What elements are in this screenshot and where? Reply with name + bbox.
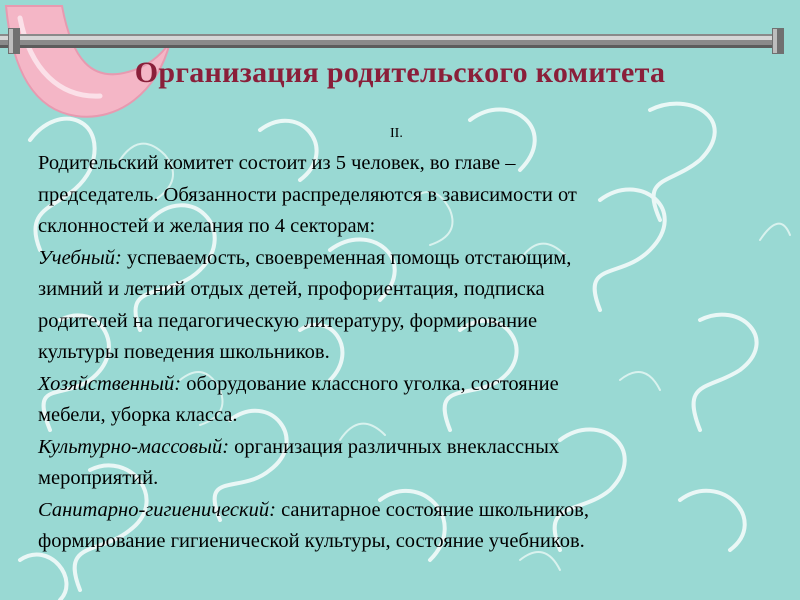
paragraph-household-sector — [38, 369, 778, 432]
text-line — [38, 369, 778, 401]
text-line — [38, 495, 778, 527]
paragraph-intro — [38, 148, 778, 243]
text-line: мероприятий. — [38, 467, 159, 489]
sector-description: организация различных внеклассных — [229, 435, 560, 458]
sector-term: Учебный: — [38, 246, 122, 269]
sector-description: санитарное состояние школьников, — [275, 498, 589, 521]
paragraph-sanitary-sector — [38, 495, 778, 558]
text-line: зимний и летний отдых детей, профориентация, подписка — [38, 278, 545, 300]
section-number: II. — [390, 126, 403, 141]
header-bar — [0, 28, 784, 54]
text-line: родителей на педагогическую литературу, формирование — [38, 309, 538, 332]
text-line: формирование гигиенической культуры, состояние учебников. — [38, 530, 585, 552]
sector-description: оборудование классного уголка, состояние — [181, 372, 559, 395]
text-line: Родительский комитет состоит из 5 человек, во главе – — [38, 152, 516, 174]
paragraph-cultural-sector — [38, 432, 778, 495]
text-line: председатель. Обязанности распределяются в зависимости от — [38, 183, 577, 206]
text-line: мебели, уборка класса. — [38, 404, 238, 426]
slide-title: Организация родительского комитета — [134, 56, 666, 89]
text-line — [38, 432, 778, 464]
text-line: культуры поведения школьников. — [38, 341, 330, 363]
text-line — [38, 243, 778, 275]
paragraph-study-sector — [38, 243, 778, 369]
body-text — [38, 148, 778, 558]
sector-description: успеваемость, своевременная помощь отстающим, — [121, 246, 572, 269]
sector-term: Санитарно-гигиенический: — [38, 498, 276, 521]
text-line: склонностей и желания по 4 секторам: — [38, 215, 376, 237]
sector-term: Культурно-массовый: — [38, 435, 230, 458]
sector-term: Хозяйственный: — [38, 372, 182, 395]
